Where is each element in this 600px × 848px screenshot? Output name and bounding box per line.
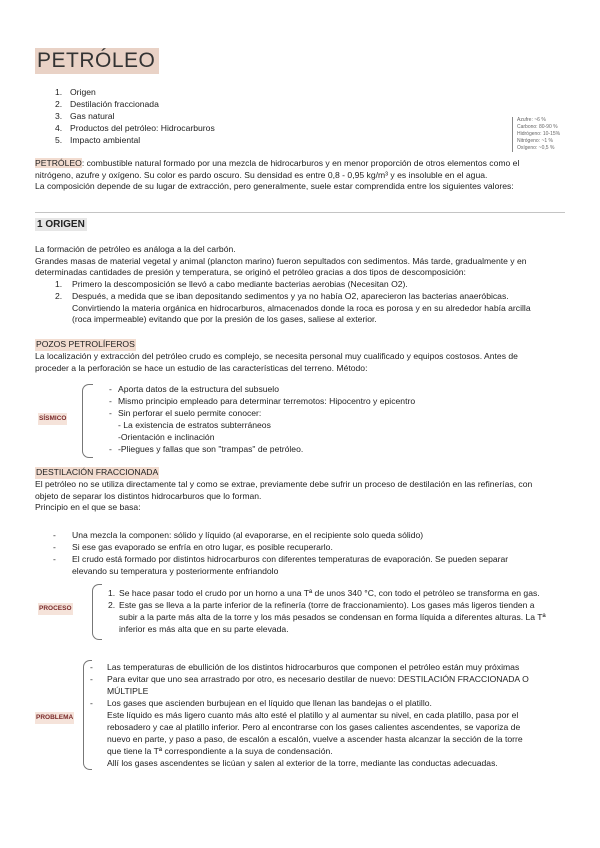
list-item: - Sin perforar el suelo permite conocer: — [109, 408, 262, 418]
composition-line: Carbono: 80-90 % — [517, 124, 558, 130]
origen-item-1: Primero la descomposición se llevó a cabo mediante bacterias aerobias (Necesitan O2). — [72, 279, 408, 289]
composition-line: Hidrógeno: 10-15% — [517, 131, 561, 137]
list-item: - -Pliegues y fallas que son "trampas" de petróleo. — [109, 444, 304, 454]
composition-line: Oxígeno: ~0,5 % — [517, 145, 555, 151]
list-item: - Una mezcla la componen: sólido y líquido (al evaporarse, en el recipiente solo queda sólido) — [53, 530, 424, 540]
list-item: 1. Se hace pasar todo el crudo por un horno a una Tª de unos 340 °C, con todo el petróleo se transforma en gas. — [108, 588, 540, 598]
proceso-label: PROCESO — [38, 603, 73, 615]
composition-line: Azufre: ~6 % — [517, 117, 546, 123]
sismico-brace — [82, 384, 93, 458]
pozos-paragraph: La localización y extracción del petróleo crudo es complejo, se necesita personal muy cualificado y equipos costosos. Antes de proceder a la perforación se hace un estudio de las características del terreno. Método: — [35, 351, 518, 373]
intro-term: PETRÓLEO — [35, 158, 82, 168]
intro-paragraph: PETRÓLEO: combustible natural formado por una mezcla de hidrocarburos y en menor proporción de otros elementos como el nitrógeno, azufre y oxígeno. Su color es pardo oscuro. Su densidad es entre 0,8 - 0,95 kg/m³ y es insoluble en el agua. La composición depende de su lugar de extracción, pero generalmente, suele estar comprendida entre los siguientes valores: — [35, 158, 520, 192]
list-item: nuevo en parte, y paso a paso, de escalón a escalón, vuelve a ascender hasta alcanzar la sección de la torre — [107, 734, 523, 744]
list-item: Este líquido es más ligero cuanto más alto esté el platillo y al aumentar su nivel, en cada platillo, pasa por el — [107, 710, 519, 720]
list-item: - Las temperaturas de ebullición de los distintos hidrocarburos que componen el petróleo están muy próximas — [90, 662, 520, 672]
list-item: que tiene la Tª correspondiente a la suya de condensación. — [107, 746, 333, 756]
list-item: Allí los gases ascendentes se licúan y salen al exterior de la torre, mediante las conductas adecuadas. — [107, 758, 498, 768]
list-item: inferior es más alta que en su parte elevada. — [119, 624, 289, 634]
origen-paragraph: La formación de petróleo es análoga a la del carbón. Grandes masas de material vegetal y animal (plancton marino) fueron sepultados con sedimentos. Más tarde, gradualmente y en determinadas cantidades de presión y temperatura, se originó el petróleo gracias a dos tipos de descomposición: — [35, 244, 527, 278]
list-item: - La existencia de estratos subterráneos — [118, 420, 271, 430]
proceso-brace — [92, 584, 102, 640]
toc-item: 5. Impacto ambiental — [55, 135, 141, 145]
destilacion-paragraph: El petróleo no se utiliza directamente tal y como se extrae, previamente debe sufrir un proceso de destilación en las refinerías, con objeto de separar los distintos hidrocarburos que lo forman. Principio en el que se basa: — [35, 479, 533, 513]
toc-item: 3. Gas natural — [55, 111, 115, 121]
table-of-contents — [55, 86, 215, 146]
origen-num-1: 1. — [55, 279, 63, 289]
heading-origen: 1 ORIGEN — [37, 219, 85, 230]
list-item: 2. Este gas se lleva a la parte inferior de la refinería (torre de fraccionamiento). Los gases más ligeros tienden a — [108, 600, 535, 610]
toc-item: 1. Origen — [55, 87, 96, 97]
list-item: - Si ese gas evaporado se enfría en otro lugar, es posible recuperarlo. — [53, 542, 333, 552]
heading-destilacion: DESTILACIÓN FRACCIONADA — [36, 467, 159, 477]
list-item: MÚLTIPLE — [107, 686, 149, 696]
origen-num-2: 2. — [55, 291, 63, 301]
problema-label: PROBLEMA — [35, 712, 74, 724]
toc-item: 4. Productos del petróleo: Hidrocarburos — [55, 123, 215, 133]
page-title: PETRÓLEO — [35, 48, 159, 74]
list-item: -Orientación e inclinación — [118, 432, 215, 442]
toc-item: 2. Destilación fraccionada — [55, 99, 159, 109]
origen-item-2: Después, a medida que se iban depositando sedimentos y ya no había O2, aparecieron las bacterias anaeróbicas. Convirtiendo la materia orgánica en hidrocarburos, almacenados donde la roca es porosa y en su alrededor había arcilla (roca impermeable) evitando que por la presión de los gases, saliese al exterior. — [72, 291, 531, 325]
list-item: - El crudo está formado por distintos hidrocarburos con diferentes temperaturas de evaporación. Se pueden separar — [53, 554, 509, 564]
list-item: - Los gases que ascienden burbujean en el líquido que llenan las bandejas o el platillo. — [90, 698, 432, 708]
section-divider — [35, 212, 565, 213]
list-item: - Aporta datos de la estructura del subsuelo — [109, 384, 279, 394]
heading-pozos: POZOS PETROLÍFEROS — [36, 339, 135, 349]
sismico-label: SÍSMICO — [38, 413, 67, 425]
list-item: - Mismo principio empleado para determinar terremotos: Hipocentro y epicentro — [109, 396, 416, 406]
list-item: rebosadero y cae al platillo inferior. Pero al encontrarse con los gases calientes ascendentes, se vaporiza de — [107, 722, 521, 732]
list-item: subir a la parte más alta de la torre y los más pesados se condensan en forma líquida a diferentes alturas. La Tª — [119, 612, 546, 622]
composition-line: Nitrógeno: ~1 % — [517, 138, 553, 144]
list-item: - Para evitar que uno sea arrastrado por otro, es necesario destilar de nuevo: DESTILACIÓN FRACCIONADA O — [90, 674, 529, 684]
list-item: elevando su temperatura y posteriormente enfriandolo — [72, 566, 279, 576]
composition-note — [512, 117, 560, 152]
